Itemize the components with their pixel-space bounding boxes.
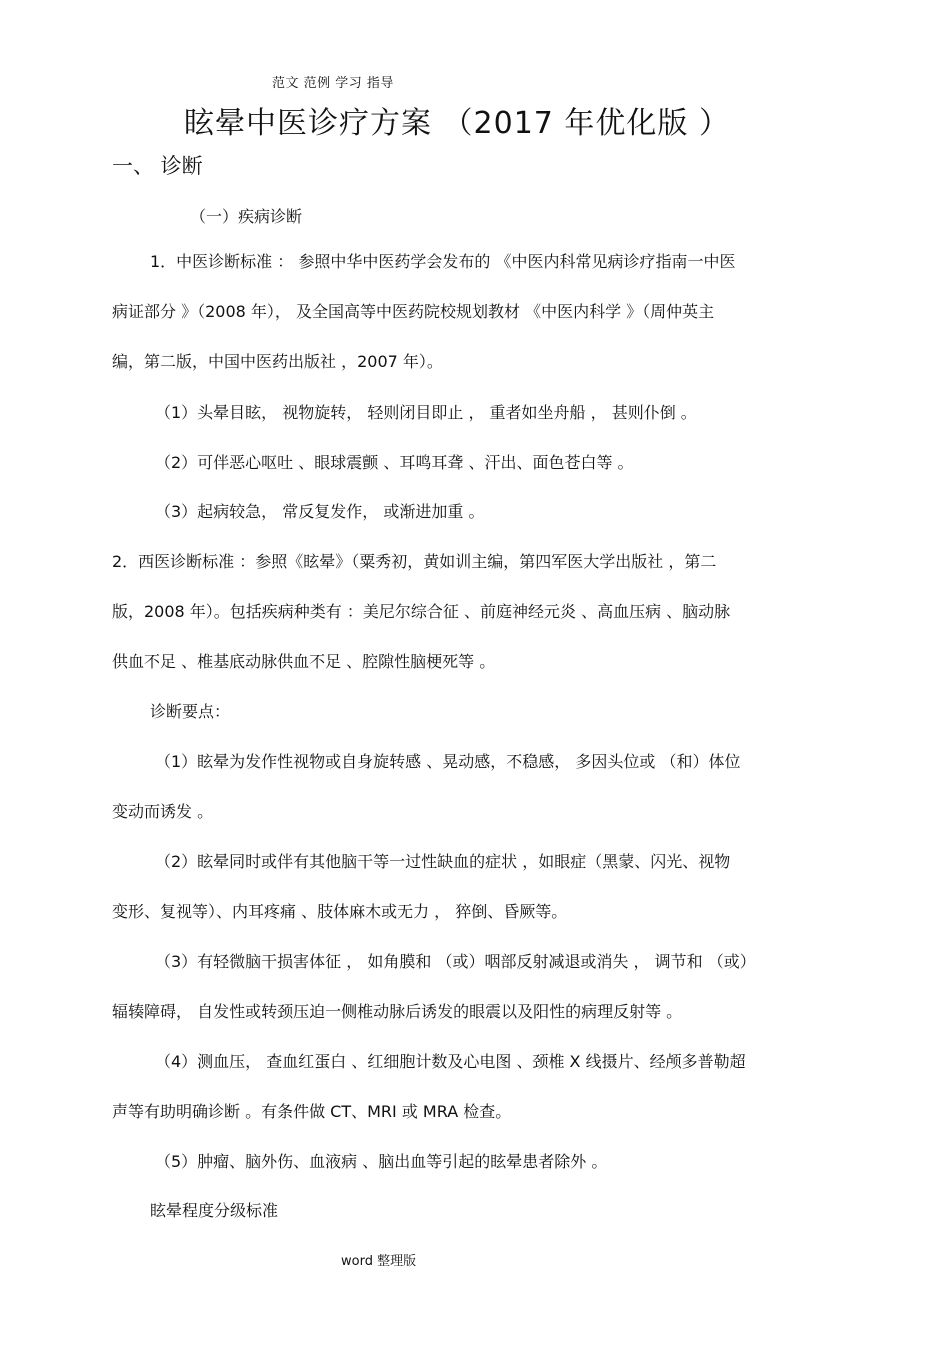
body-line: 版，2008 年）。包括疾病种类有 ：美尼尔综合征 、前庭神经元炎 、高血压病 、脑动脉 <box>112 602 731 621</box>
body-line: （2）眩晕同时或伴有其他脑干等一过性缺血的症状 ，如眼症（黑蒙、闪光、视物 <box>155 852 731 871</box>
body-line: 辐辏障碍， 自发性或转颈压迫一侧椎动脉后诱发的眼震以及阳性的病理反射等 。 <box>112 1002 683 1021</box>
body-line: 变动而诱发 。 <box>112 802 214 821</box>
section-heading-diagnosis: 一、 诊断 <box>112 154 203 178</box>
body-line: （2）可伴恶心呕吐 、眼球震颤 、耳鸣耳聋 、汗出、面色苍白等 。 <box>155 453 634 472</box>
body-line: （3）起病较急， 常反复发作， 或渐进加重 。 <box>155 502 485 521</box>
body-line: 诊断要点： <box>150 702 231 721</box>
body-line: 变形、复视等）、内耳疼痛 、肢体麻木或无力 ， 猝倒、昏厥等。 <box>112 902 568 921</box>
body-line: 2．西医诊断标准 ：参照《眩晕》（粟秀初，黄如训主编，第四军医大学出版社 ，第二 <box>112 552 717 571</box>
body-line: （3）有轻微脑干损害体征 ， 如角膜和 （或）咽部反射减退或消失 ， 调节和 （或） <box>155 952 756 971</box>
subsection-heading-disease-diagnosis: （一）疾病诊断 <box>190 207 303 226</box>
page-footer-note: word 整理版 <box>341 1254 417 1269</box>
body-line: 眩晕程度分级标准 <box>150 1201 279 1220</box>
body-line: （1）头晕目眩， 视物旋转， 轻则闭目即止 ， 重者如坐舟船 ， 甚则仆倒 。 <box>155 403 697 422</box>
body-line: 声等有助明确诊断 。有条件做 CT、MRI 或 MRA 检查。 <box>112 1102 512 1121</box>
body-line: （1）眩晕为发作性视物或自身旋转感 、晃动感，不稳感， 多因头位或 （和）体位 <box>155 752 741 771</box>
body-line: （5）肿瘤、脑外伤、血液病 、脑出血等引起的眩晕患者除外 。 <box>155 1152 608 1171</box>
body-line: 编，第二版，中国中医药出版社 ，2007 年）。 <box>112 352 443 371</box>
body-line: （4）测血压， 查血红蛋白 、红细胞计数及心电图 、颈椎 X 线摄片、经颅多普勒超 <box>155 1052 746 1071</box>
page-header-note: 范文 范例 学习 指导 <box>272 76 394 91</box>
body-line: 病证部分 》（2008 年）， 及全国高等中医药院校规划教材 《中医内科学 》（周仲英主 <box>112 302 715 321</box>
body-line: 1．中医诊断标准 ： 参照中华中医药学会发布的 《中医内科常见病诊疗指南一中医 <box>150 252 736 271</box>
body-line: 供血不足 、椎基底动脉供血不足 、腔隙性脑梗死等 。 <box>112 652 496 671</box>
document-title: 眩晕中医诊疗方案 （2017 年优化版 ） <box>184 106 730 141</box>
